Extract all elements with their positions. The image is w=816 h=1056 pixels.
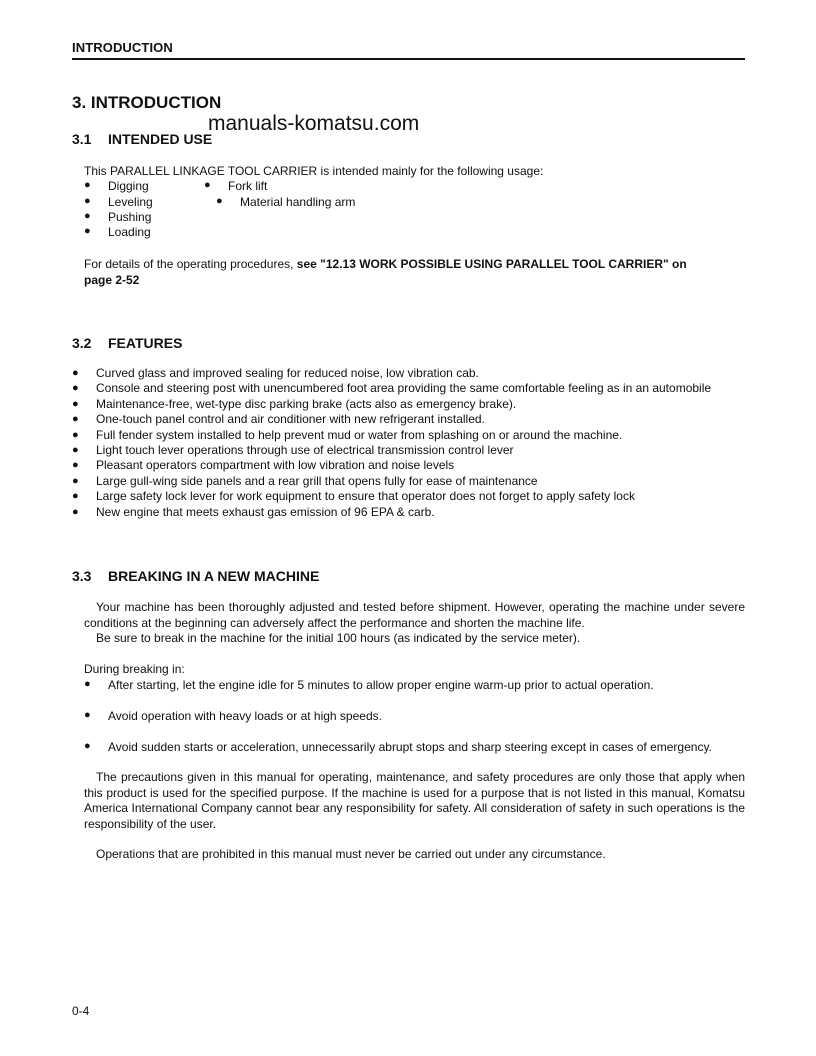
breaking-in-paragraph: Your machine has been thoroughly adjusted and tested before shipment. However, operating the machine under severe conditions at the beginning can adversely affect the performance and shorten the machine life. <box>84 600 745 630</box>
breaking-in-bullet: Avoid operation with heavy loads or at high speeds. <box>108 709 382 723</box>
feature-text: Pleasant operators compartment with low vibration and noise levels <box>96 458 455 473</box>
feature-text: Light touch lever operations through use of electrical transmission control lever <box>96 443 514 458</box>
page-title: 3. INTRODUCTION <box>72 93 222 112</box>
bullet-icon: ● <box>84 179 91 191</box>
bullet-icon: ● <box>84 740 91 752</box>
list-item <box>72 412 745 427</box>
list-item <box>72 458 745 473</box>
feature-text: Console and steering post with unencumbered foot area providing the same comfortable feeling as in an automobile <box>96 381 712 396</box>
during-breaking-in-label: During breaking in: <box>84 662 185 676</box>
bullet-icon: ● <box>72 382 79 395</box>
list-item <box>72 397 745 412</box>
details-prefix: For details of the operating procedures, <box>84 257 297 271</box>
prohibited-operations-note: Operations that are prohibited in this manual must never be carried out under any circumstance. <box>96 847 606 861</box>
bullet-icon: ● <box>72 413 79 426</box>
section-heading-breaking-in <box>72 568 319 584</box>
bullet-icon: ● <box>72 428 79 441</box>
bullet-icon: ● <box>204 179 211 191</box>
feature-text: One-touch panel control and air conditioner with new refrigerant installed. <box>96 412 485 427</box>
feature-text: Maintenance-free, wet-type disc parking brake (acts also as emergency brake). <box>96 396 517 411</box>
list-item <box>72 505 745 520</box>
usage-item: Fork lift <box>228 179 268 193</box>
list-item <box>72 443 745 458</box>
breaking-in-hours: Be sure to break in the machine for the initial 100 hours (as indicated by the service meter). <box>96 631 581 645</box>
list-item <box>72 381 745 396</box>
bullet-icon: ● <box>72 367 79 379</box>
list-item <box>72 428 745 443</box>
bullet-icon: ● <box>216 195 223 207</box>
running-header: INTRODUCTION <box>72 40 173 55</box>
bullet-icon: ● <box>72 505 79 518</box>
intended-use-intro: This PARALLEL LINKAGE TOOL CARRIER is intended mainly for the following usage: <box>84 164 544 178</box>
section-title: BREAKING IN A NEW MACHINE <box>108 568 320 584</box>
section-title: FEATURES <box>108 335 183 351</box>
page-number: 0-4 <box>72 1004 90 1018</box>
details-reference-link[interactable]: see "12.13 WORK POSSIBLE USING PARALLEL TOOL CARRIER" on <box>296 257 687 271</box>
bullet-icon: ● <box>84 210 91 222</box>
bullet-icon: ● <box>84 709 91 721</box>
details-line <box>84 257 687 273</box>
bullet-icon: ● <box>72 444 79 457</box>
bullet-icon: ● <box>84 225 91 237</box>
usage-item: Digging <box>108 179 149 193</box>
section-heading-features <box>72 335 182 351</box>
section-heading-intended-use <box>72 131 212 147</box>
bullet-icon: ● <box>72 459 79 472</box>
section-number: 3.2 <box>72 335 92 351</box>
usage-item: Leveling <box>108 195 153 209</box>
feature-text: New engine that meets exhaust gas emission of 96 EPA & carb. <box>96 504 435 519</box>
bullet-icon: ● <box>72 397 79 410</box>
feature-text: Large safety lock lever for work equipment to ensure that operator does not forget to apply safety lock <box>96 489 635 504</box>
usage-item: Loading <box>108 225 151 239</box>
breaking-in-bullet: Avoid sudden starts or acceleration, unnecessarily abrupt stops and sharp steering except in cases of emergency. <box>108 740 712 754</box>
section-number: 3.3 <box>72 568 92 584</box>
section-title: INTENDED USE <box>108 131 213 147</box>
features-list <box>72 366 745 520</box>
feature-text: Curved glass and improved sealing for reduced noise, low vibration cab. <box>96 366 479 380</box>
bullet-icon: ● <box>72 474 79 487</box>
list-item <box>72 474 745 489</box>
feature-text: Large gull-wing side panels and a rear grill that opens fully for ease of maintenance <box>96 473 538 488</box>
watermark: manuals-komatsu.com <box>208 112 420 135</box>
bullet-icon: ● <box>84 678 91 690</box>
header-rule <box>72 58 745 60</box>
feature-text: Full fender system installed to help prevent mud or water from splashing on or around the machine. <box>96 427 623 442</box>
usage-item: Pushing <box>108 210 152 224</box>
precautions-paragraph: The precautions given in this manual for operating, maintenance, and safety procedures are only those that apply when this product is used for the specified purpose. If the machine is used for a purpose that is not listed in this manual, Komatsu America International Company cannot bear any responsibility for safety. All consideration of safety in such operations is the responsibility of the user. <box>84 770 745 831</box>
details-reference-page[interactable]: page 2-52 <box>84 273 140 287</box>
bullet-icon: ● <box>72 490 79 503</box>
section-number: 3.1 <box>72 131 92 147</box>
list-item <box>72 489 745 504</box>
list-item <box>72 366 745 381</box>
usage-item: Material handling arm <box>240 195 356 209</box>
breaking-in-bullet: After starting, let the engine idle for 5 minutes to allow proper engine warm-up prior to actual operation. <box>108 678 654 692</box>
bullet-icon: ● <box>84 195 91 207</box>
